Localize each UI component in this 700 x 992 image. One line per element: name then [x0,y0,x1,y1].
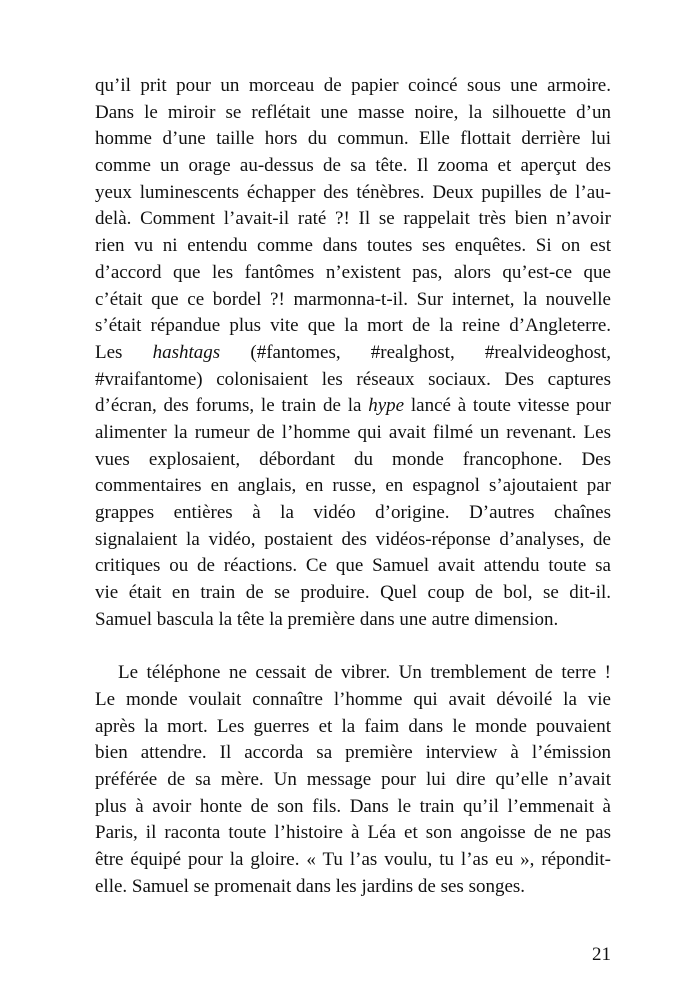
text-line [95,340,611,367]
text-line: qu’il prit pour un morceau de papier coincé sous une armoire. [95,75,611,96]
text-line: rien vu ni entendu comme dans toutes ses enquêtes. Si on est [95,235,611,257]
text-line: yeux luminescents échapper des ténèbres. Deux pupilles de l’au- [95,181,611,203]
text-line: alimenter la rumeur de l’homme qui avait filmé un revenant. Les [95,421,611,443]
text-line: elle. Samuel se promenait dans les jardins de ses songes. [95,875,526,897]
text-line: c’était que ce bordel ?! marmonna-t-il. Sur internet, la nouvelle [95,288,611,310]
text-line: commentaires en anglais, en russe, en espagnol s’ajoutaient par [95,475,611,497]
text-line: bien attendre. Il accorda sa première interview à l’émission [95,742,611,764]
text-segment: (#fantomes, #realghost, #realvideoghost, [220,341,611,363]
text-line: Samuel bascula la tête la première dans une autre dimension. [95,608,559,630]
text-line: vues explosaient, débordant du monde francophone. Des [95,448,611,470]
text-line: delà. Comment l’avait-il raté ?! Il se rappelait très bien n’avoir [95,208,611,230]
text-line: d’accord que les fantômes n’existent pas, alors qu’est-ce que [95,261,611,283]
text-line: Le téléphone ne cessait de vibrer. Un tremblement de terre ! [118,662,611,684]
text-line: Dans le miroir se reflétait une masse noire, la silhouette d’un [95,101,611,123]
page-number: 21 [592,944,611,965]
italic-term-hype: hype [368,395,405,417]
text-line: grappes entières à la vidéo d’origine. D’autres chaînes [95,502,611,523]
text-line: #vraifantome) colonisaient les réseaux sociaux. Des captures [95,368,611,390]
text-line: homme d’une taille hors du commun. Elle flottait derrière lui [95,128,611,150]
text-line [95,393,611,420]
text-line: plus à avoir honte de son fils. Dans le train qu’il l’emmenait à [95,795,611,817]
text-segment: d’écran, des forums, le train de la [95,395,369,417]
text-line: Le monde voulait connaître l’homme qui avait dévoilé la vie [95,688,611,710]
text-line: signalaient la vidéo, postaient des vidéos-réponse d’analyses, de [95,528,611,550]
text-line: préférée de sa mère. Un message pour lui dire qu’elle n’avait [95,768,611,790]
text-line: après la mort. Les guerres et la faim dans le monde pouvaient [95,715,611,737]
text-line: être équipé pour la gloire. « Tu l’as voulu, tu l’as eu », répondit- [95,848,611,870]
text-line: comme un orage au-dessus de sa tête. Il zooma et aperçut des [95,155,611,177]
text-segment: lancé à toute vitesse pour [404,395,611,417]
text-line: critiques ou de réactions. Ce que Samuel avait attendu toute sa [95,555,611,577]
paragraph-2 [95,660,611,900]
text-line: vie était en train de se produire. Quel coup de bol, se dit-il. [95,582,611,604]
text-line: s’était répandue plus vite que la mort de la reine d’Angleterre. [95,315,611,337]
paragraph-gap [95,633,611,660]
italic-term-hashtags: hashtags [152,341,221,363]
paragraph-1 [95,73,611,633]
body-text [95,73,611,900]
text-segment: Les [95,341,153,363]
text-line: Paris, il raconta toute l’histoire à Léa et son angoisse de ne pas [95,822,611,844]
